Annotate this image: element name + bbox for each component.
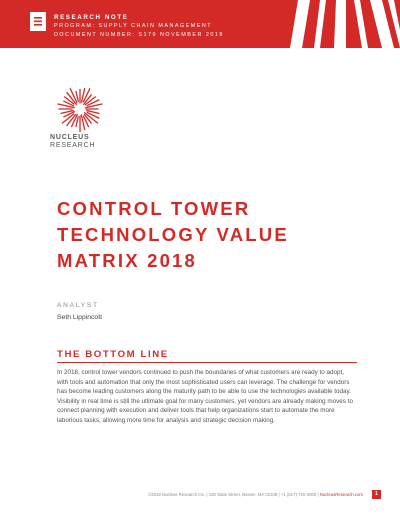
header-meta: [54, 13, 224, 40]
footer-text: ©2018 Nucleus Research Inc. | 100 State Street, Boston, MA 02109 | +1 (617) 720-2000 |: [148, 492, 319, 497]
section-divider: [57, 362, 357, 363]
header-stripes: [290, 0, 400, 48]
title-line-3: MATRIX 2018: [57, 250, 198, 271]
document-icon: [30, 12, 46, 31]
title-line-1: CONTROL TOWER: [57, 198, 251, 219]
header-label: RESEARCH NOTE: [54, 14, 129, 21]
page-number: 1: [372, 490, 381, 499]
footer-link[interactable]: NucleusResearch.com: [319, 492, 363, 497]
nucleus-burst-logo: [57, 86, 103, 132]
title-line-2: TECHNOLOGY VALUE: [57, 224, 289, 245]
header-program: PROGRAM: SUPPLY CHAIN MANAGEMENT: [54, 23, 213, 29]
logo-sub: RESEARCH: [50, 142, 96, 149]
nucleus-logo: [50, 86, 112, 150]
analyst-name: Seth Lippincott: [57, 314, 102, 321]
bottom-line-heading: THE BOTTOM LINE: [57, 349, 169, 360]
logo-name: NUCLEUS: [50, 134, 90, 141]
bottom-line-text: In 2018, control tower vendors continued to push the boundaries of what customers are ready to adopt, with tools and automation that only the most sophisticated users can leverage. The challenge for vendors has become leading customers along the maturity path to be able to use the technologies available today. Visibility in real time is still the ultimate goal for many customers, yet vendors are already making moves to connect planning with execution and deliver tools that help organizations start to automate the more laborious tasks, allowing more time for analysis and strategic decision making.: [57, 369, 353, 424]
document-title: [57, 196, 357, 274]
analyst-label: ANALYST: [57, 302, 99, 309]
footer: [0, 492, 363, 497]
header-document-number: DOCUMENT NUMBER: S179 NOVEMBER 2018: [54, 32, 224, 38]
header-banner: [0, 0, 400, 48]
